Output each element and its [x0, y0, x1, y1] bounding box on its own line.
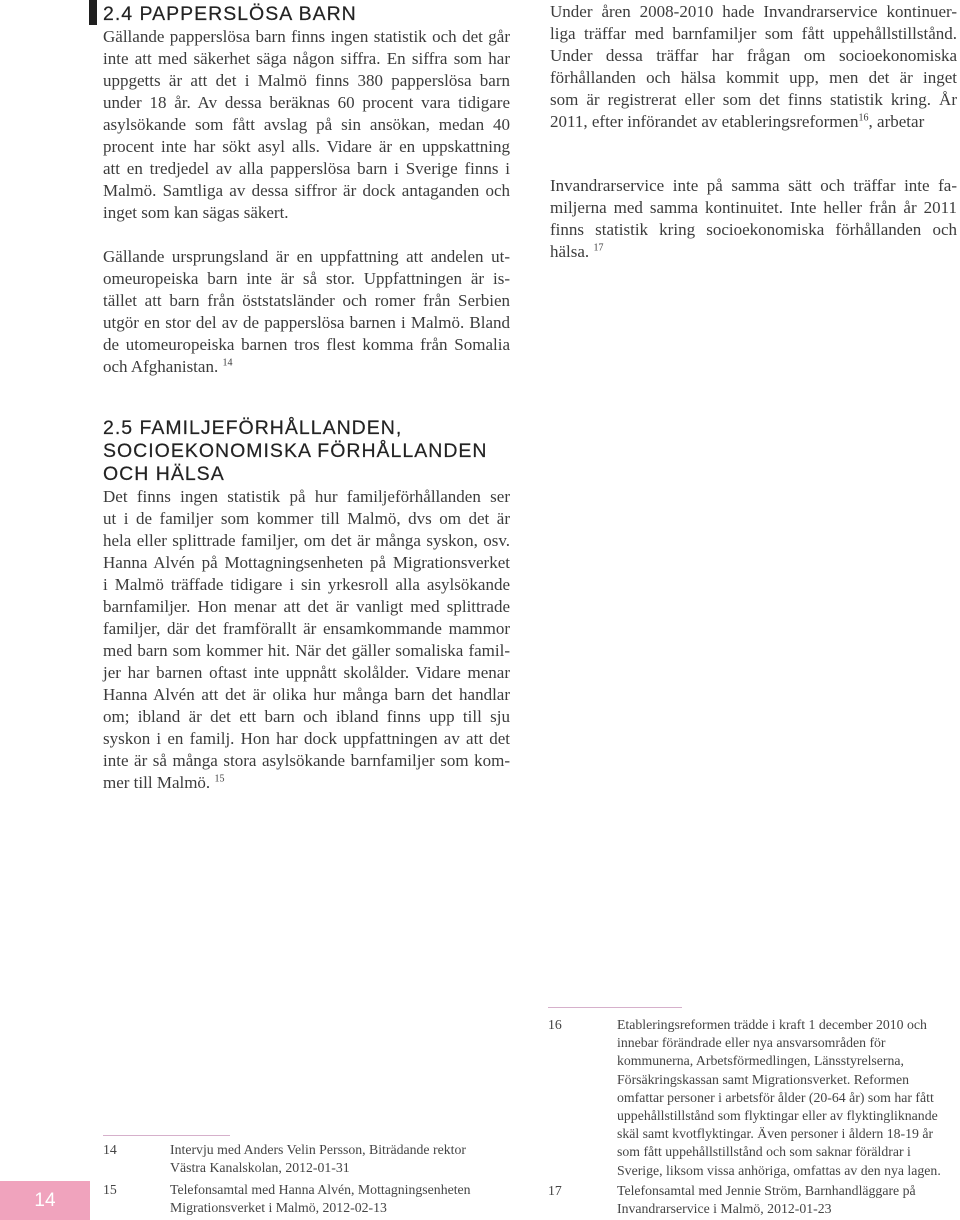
footnote-line: kommunerna, Arbetsförmedlingen, Länsstyrelserna,	[617, 1053, 904, 1069]
footnote-text	[617, 1016, 941, 1180]
text-line: Det finns ingen statistik på hur familjeförhållanden ser	[103, 487, 510, 506]
text-line: liga träffar med barnfamiljer som fått uppehållstillstånd.	[550, 24, 957, 43]
section-heading	[103, 417, 488, 486]
text-line: finns statistik kring socioekonomiska förhållanden och	[550, 220, 957, 239]
text-line: hela eller splittrade familjer, om det är många syskon, osv.	[103, 531, 510, 550]
text-line: inget som kan sägas säkert.	[103, 203, 289, 222]
text-line: Invandrarservice inte på samma sätt och träffar inte fa-	[550, 176, 957, 195]
text-line: syskon i en familj. Hon har dock uppfattningen av att det	[103, 729, 510, 748]
text-line: utgör en stor del av de papperslösa barnen i Malmö. Bland	[103, 313, 510, 332]
footnote-text	[170, 1141, 466, 1177]
section-heading: 2.4 PAPPERSLÖSA BARN	[103, 3, 357, 25]
section-heading-line: 2.5 FAMILJEFÖRHÅLLANDEN,	[103, 417, 403, 439]
footnote-line: Försäkringskassan samt Migrationsverket. Reformen	[617, 1071, 909, 1087]
footnote-text	[170, 1181, 471, 1217]
footnote-reference: 15	[214, 773, 225, 785]
footnote-line: Västra Kanalskolan, 2012-01-31	[170, 1160, 350, 1175]
text-line: procent inte har sökt asyl alls. Vidare är en uppskattning	[103, 137, 510, 156]
section-heading-line: OCH HÄLSA	[103, 463, 225, 485]
footnote-line: Migrationsverket i Malmö, 2012-02-13	[170, 1200, 387, 1215]
text-line: Hanna Alvén på Mottagningsenheten på Migrationsverket	[103, 553, 510, 572]
text-line: med barn som kommer hit. När det gäller somaliska famil-	[103, 641, 510, 660]
footnote-reference: 14	[222, 357, 233, 369]
text-line: att en tredjedel av alla papperslösa barn i Sverige finns i	[103, 159, 510, 178]
section-heading-line: SOCIOEKONOMISKA FÖRHÅLLANDEN	[103, 440, 488, 462]
text-line: i Malmö träffade tidigare i sin yrkesroll alla asylsökande	[103, 575, 510, 594]
footnote-line: skäl samt kvotflyktingar. Även personer i åldern 18-19 år	[617, 1126, 934, 1142]
footnote-number: 17	[548, 1183, 562, 1198]
footnote-line: som fått uppehållstillstånd och som saknar föräldrar i	[617, 1144, 911, 1160]
text-line: Malmö. Samtliga av dessa siffror är dock antaganden och	[103, 181, 510, 200]
paragraph	[550, 1, 957, 133]
line-text: 2011, efter införandet av etableringsreformen	[550, 112, 859, 131]
line-text: mer till Malmö.	[103, 773, 215, 792]
line-text: hälsa.	[550, 242, 594, 261]
footnote-line: Intervju med Anders Velin Persson, Biträdande rektor	[170, 1142, 466, 1157]
footnote-line: Etableringsreformen trädde i kraft 1 december 2010 och	[617, 1017, 927, 1032]
paragraph	[103, 26, 510, 224]
section-marker-bar	[89, 0, 97, 25]
footnote	[103, 1141, 466, 1177]
footnote-line: Sverige, liksom vissa anhöriga, omfattas av den nya lagen.	[617, 1162, 941, 1178]
footnote-rule	[548, 1007, 682, 1008]
text-line: barnfamiljer. Hon menar att det är vanligt med splittrade	[103, 597, 510, 616]
footnote-number: 14	[103, 1142, 117, 1157]
text-line	[103, 356, 510, 378]
footnote	[548, 1182, 916, 1218]
paragraph	[550, 175, 957, 263]
footnote-text	[617, 1182, 916, 1218]
footnote-line: omfattar personer i arbetsför ålder (20-64 år) som har fått	[617, 1089, 934, 1105]
page-number-box	[0, 1181, 90, 1220]
text-line: omeuropeiska barn inte är så stor. Uppfattningen är is-	[103, 269, 510, 288]
text-line: Gällande papperslösa barn finns ingen statistik och det går	[103, 27, 510, 46]
paragraph	[103, 486, 510, 794]
footnote	[548, 1016, 941, 1180]
text-line: Hanna Alvén att det är olika hur många barn det handlar	[103, 685, 510, 704]
text-line: förhållanden och hälsa kommit upp, men det är inget	[550, 68, 957, 87]
footnote-line: uppehållstillstånd som flyktingar eller av flyktingliknande	[617, 1108, 938, 1124]
text-line: de utomeuropeiska barnen tros flest komma från Somalia	[103, 335, 510, 354]
footnote-reference: 16	[858, 112, 869, 124]
text-line: som är registrerat eller som det finns statistik kring. År	[550, 90, 957, 109]
paragraph	[103, 246, 510, 378]
text-line: uppgetts är att det i Malmö finns 380 papperslösa barn	[103, 71, 510, 90]
footnote-line: Telefonsamtal med Jennie Ström, Barnhandläggare på	[617, 1183, 916, 1198]
text-line: Under åren 2008-2010 hade Invandrarservice kontinuer-	[550, 2, 957, 21]
footnote	[103, 1181, 471, 1217]
text-line: Under dessa träffar har frågan om socioekonomiska	[550, 46, 957, 65]
text-line: om; ibland är det ett barn och ibland finns upp till sju	[103, 707, 510, 726]
footnote-reference: 17	[593, 242, 604, 254]
text-line	[550, 111, 957, 133]
text-line	[103, 772, 510, 794]
text-line: inte är så många stora asylsökande barnfamiljer som kom-	[103, 751, 510, 770]
footnote-number: 16	[548, 1017, 562, 1032]
line-text: och Afghanistan.	[103, 357, 223, 376]
text-line: familjer, där det framförallt är ensamkommande mammor	[103, 619, 510, 638]
footnote-line: Telefonsamtal med Hanna Alvén, Mottagningsenheten	[170, 1182, 471, 1197]
text-line: under 18 år. Av dessa beräknas 60 procent vara tidigare	[103, 93, 510, 112]
text-line: Gällande ursprungsland är en uppfattning att andelen ut-	[103, 247, 510, 266]
text-line: inte att med säkerhet säga någon siffra. En siffra som har	[103, 49, 510, 68]
line-text: , arbetar	[868, 112, 925, 131]
text-line: miljerna med samma kontinuitet. Inte heller från år 2011	[550, 198, 957, 217]
text-line: asylsökande som fått avslag på sin ansökan, medan 40	[103, 115, 510, 134]
footnote-number: 15	[103, 1182, 117, 1197]
text-line	[550, 241, 957, 263]
text-line: tället att barn från öststatsländer och romer från Serbien	[103, 291, 510, 310]
footnote-line: Invandrarservice i Malmö, 2012-01-23	[617, 1201, 832, 1216]
page-number: 14	[34, 1189, 56, 1211]
text-line: ut i de familjer som kommer till Malmö, dvs om det är	[103, 509, 510, 528]
footnote-rule	[103, 1135, 230, 1136]
text-line: jer har barnen oftast inte uppnått skolålder. Vidare menar	[103, 663, 510, 682]
footnote-line: innebar förändrade eller nya ansvarsområden för	[617, 1035, 886, 1051]
